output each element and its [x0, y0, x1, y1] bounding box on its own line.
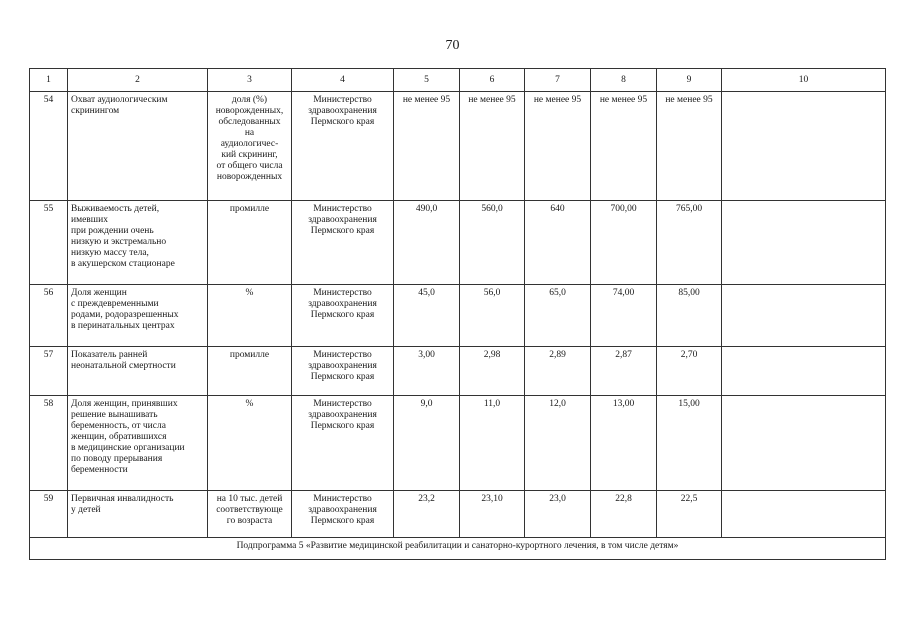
- table-row: [30, 285, 886, 347]
- value-col-5: 23,2: [394, 491, 460, 538]
- value-col-7: 2,89: [525, 347, 591, 396]
- header-col-6: 6: [460, 69, 525, 92]
- indicators-table: [29, 68, 886, 560]
- value-col-10: [722, 285, 886, 347]
- header-col-10: 10: [722, 69, 886, 92]
- value-col-6: не менее 95: [460, 92, 525, 201]
- responsible-org: Министерство здравоохранения Пермского края: [292, 491, 394, 538]
- value-col-9: 15,00: [657, 396, 722, 491]
- value-col-6: 23,10: [460, 491, 525, 538]
- row-number: 58: [30, 396, 68, 491]
- indicator-unit: промилле: [208, 201, 292, 285]
- indicator-unit: доля (%) новорожденных, обследованных на аудиологичес- кий скрининг, от общего числа новорожденных: [208, 92, 292, 201]
- value-col-6: 560,0: [460, 201, 525, 285]
- table-row: [30, 201, 886, 285]
- value-col-9: 765,00: [657, 201, 722, 285]
- responsible-org: Министерство здравоохранения Пермского края: [292, 285, 394, 347]
- indicator-name: Первичная инвалидность у детей: [68, 491, 208, 538]
- value-col-10: [722, 92, 886, 201]
- value-col-7: 640: [525, 201, 591, 285]
- subprogram-row: [30, 538, 886, 560]
- value-col-6: 2,98: [460, 347, 525, 396]
- indicator-unit: %: [208, 396, 292, 491]
- indicator-name: Доля женщин с преждевременными родами, родоразрешенных в перинатальных центрах: [68, 285, 208, 347]
- value-col-7: не менее 95: [525, 92, 591, 201]
- value-col-8: не менее 95: [591, 92, 657, 201]
- indicator-name: Выживаемость детей, имевших при рождении очень низкую и экстремально низкую массу тела, в акушерском стационаре: [68, 201, 208, 285]
- indicator-unit: на 10 тыс. детей соответствующе го возраста: [208, 491, 292, 538]
- responsible-org: Министерство здравоохранения Пермского края: [292, 92, 394, 201]
- header-col-1: 1: [30, 69, 68, 92]
- header-col-5: 5: [394, 69, 460, 92]
- value-col-5: 490,0: [394, 201, 460, 285]
- responsible-org: Министерство здравоохранения Пермского края: [292, 347, 394, 396]
- value-col-7: 65,0: [525, 285, 591, 347]
- header-col-3: 3: [208, 69, 292, 92]
- value-col-10: [722, 347, 886, 396]
- value-col-5: 9,0: [394, 396, 460, 491]
- header-col-7: 7: [525, 69, 591, 92]
- page-number: 70: [445, 38, 460, 53]
- value-col-5: 45,0: [394, 285, 460, 347]
- value-col-9: 85,00: [657, 285, 722, 347]
- subprogram-title: Подпрограмма 5 «Развитие медицинской реабилитации и санаторно-курортного лечения, в том числе детям»: [30, 538, 886, 560]
- indicator-unit: промилле: [208, 347, 292, 396]
- value-col-10: [722, 491, 886, 538]
- value-col-8: 13,00: [591, 396, 657, 491]
- row-number: 54: [30, 92, 68, 201]
- value-col-10: [722, 396, 886, 491]
- row-number: 59: [30, 491, 68, 538]
- indicator-name: Охват аудиологическим скринингом: [68, 92, 208, 201]
- value-col-8: 22,8: [591, 491, 657, 538]
- table-row: [30, 347, 886, 396]
- value-col-6: 11,0: [460, 396, 525, 491]
- indicator-unit: %: [208, 285, 292, 347]
- value-col-10: [722, 201, 886, 285]
- table-row: [30, 396, 886, 491]
- value-col-7: 23,0: [525, 491, 591, 538]
- table-row: [30, 92, 886, 201]
- responsible-org: Министерство здравоохранения Пермского края: [292, 396, 394, 491]
- value-col-8: 700,00: [591, 201, 657, 285]
- indicator-name: Показатель ранней неонатальной смертности: [68, 347, 208, 396]
- value-col-5: не менее 95: [394, 92, 460, 201]
- value-col-9: 2,70: [657, 347, 722, 396]
- row-number: 57: [30, 347, 68, 396]
- value-col-6: 56,0: [460, 285, 525, 347]
- value-col-8: 74,00: [591, 285, 657, 347]
- indicator-name: Доля женщин, принявших решение вынашивать беременность, от числа женщин, обратившихся в медицинские организации по поводу прерывания беременности: [68, 396, 208, 491]
- table-row: [30, 491, 886, 538]
- row-number: 55: [30, 201, 68, 285]
- responsible-org: Министерство здравоохранения Пермского края: [292, 201, 394, 285]
- row-number: 56: [30, 285, 68, 347]
- header-col-9: 9: [657, 69, 722, 92]
- header-col-8: 8: [591, 69, 657, 92]
- value-col-9: 22,5: [657, 491, 722, 538]
- value-col-9: не менее 95: [657, 92, 722, 201]
- header-col-4: 4: [292, 69, 394, 92]
- header-col-2: 2: [68, 69, 208, 92]
- value-col-7: 12,0: [525, 396, 591, 491]
- value-col-8: 2,87: [591, 347, 657, 396]
- value-col-5: 3,00: [394, 347, 460, 396]
- header-row: [30, 69, 886, 92]
